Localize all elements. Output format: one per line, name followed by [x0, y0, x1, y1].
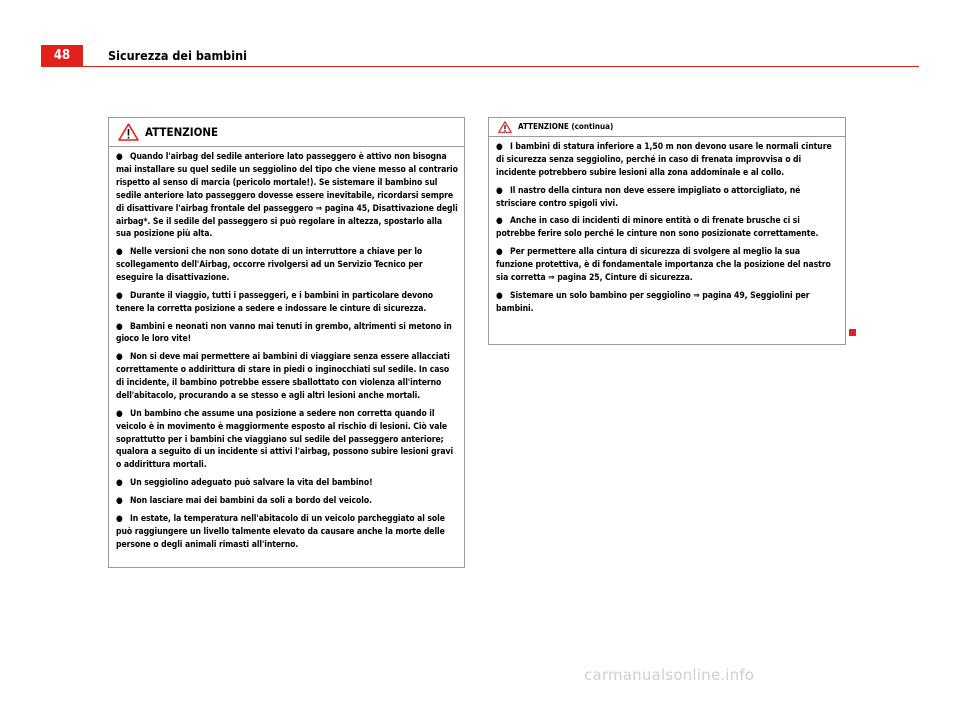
bullet: ● — [116, 495, 123, 506]
warning-box-left-header — [109, 118, 464, 147]
warning-paragraph: ● Per permettere alla cintura di sicurezza di svolgere al meglio la sua funzione protettiva, è di fondamentale importanza che la posizione del nastro sia corretta ⇒ pagina 25, Cinture di sicurezza. — [496, 247, 831, 283]
bullet: ● — [116, 321, 123, 332]
header-rule — [83, 66, 919, 67]
page-header — [41, 45, 919, 67]
warning-paragraph: ● Bambini e neonati non vanno mai tenuti in grembo, altrimenti si metono in gioco le loro vite! — [116, 321, 452, 345]
bullet: ● — [496, 247, 503, 258]
warning-paragraph: ● Un seggiolino adeguato può salvare la vita del bambino! — [116, 478, 373, 489]
warning-triangle-icon — [118, 123, 139, 141]
warning-box-right-heading: ATTENZIONE (continua) — [518, 122, 614, 131]
warning-box-right — [488, 117, 846, 345]
warning-box-left-body — [109, 147, 464, 552]
warning-paragraph: ● Quando l'airbag del sedile anteriore lato passeggero è attivo non bisogna mai installare su quel sedile un seggiolino del tipo che viene messo al contrario rispetto al senso di marcia (pericolo mortale!). Se sistemare il bambino sul sedile anteriore lato passeggero dovesse essere inevitabile, ricordarsi sempre di disattivare l'airbag frontale del passeggero ⇒ pagina 45, Disattivazione degli airbag*. Se il sedile del passeggero si può regolare in altezza, spostarlo alla sua posizione più alta. — [116, 152, 458, 240]
warning-paragraph: ● Non lasciare mai dei bambini da soli a bordo del veicolo. — [116, 495, 372, 506]
warning-paragraph: ● Un bambino che assume una posizione a sedere non corretta quando il veicolo è in movimento è maggiormente esposto al rischio di lesioni. Ciò vale soprattutto per i bambini che viaggiano sul sedile del passeggero anteriore; qualora a seguito di un incidente si attivi l'airbag, possono subire lesioni gravi o addirittura mortali. — [116, 408, 454, 471]
warning-paragraph: ● Sistemare un solo bambino per seggiolino ⇒ pagina 49, Seggiolini per bambini. — [496, 290, 810, 314]
warning-paragraph: ● In estate, la temperatura nell'abitacolo di un veicolo parcheggiato al sole può raggiungere un livello talmente elevato da causare anche la morte delle persone o degli animali rimasti all'interno. — [116, 513, 445, 550]
page-title: Sicurezza dei bambini — [108, 48, 247, 63]
warning-paragraph: ● Non si deve mai permettere ai bambini di viaggiare senza essere allacciati correttamente o addirittura di stare in piedi o inginocchiati sul sedile. In caso di incidente, il bambino potrebbe essere sballottato con violenza all'interno dell'abitacolo, procurando a se stesso e agli altri lesioni anche mortali. — [116, 352, 450, 401]
warning-box-right-body — [489, 137, 845, 315]
bullet: ● — [116, 352, 123, 363]
warning-paragraph: ● Anche in caso di incidenti di minore entità o di frenate brusche ci si potrebbe ferire solo perché le cinture non sono posizionate correttamente. — [496, 216, 819, 240]
warning-box-left — [108, 117, 465, 568]
section-end-marker — [849, 329, 856, 336]
warning-paragraph: ● I bambini di statura inferiore a 1,50 m non devono usare le normali cinture di sicurezza senza seggiolino, perché in caso di frenata improvvisa o di incidente potrebbero subire lesioni alla zona addominale e al collo. — [496, 142, 832, 178]
bullet: ● — [116, 247, 123, 258]
warning-paragraph: ● Nelle versioni che non sono dotate di un interruttore a chiave per lo scollegamento dell'Airbag, occorre rivolgersi ad un Servizio Tecnico per eseguire la disattivazione. — [116, 247, 423, 284]
warning-box-left-heading: ATTENZIONE — [145, 125, 219, 139]
bullet: ● — [116, 478, 123, 489]
warning-triangle-icon — [498, 121, 512, 133]
page-number: 48 — [41, 45, 83, 67]
bullet: ● — [116, 408, 123, 419]
bullet: ● — [496, 216, 503, 227]
warning-box-right-header — [489, 118, 845, 137]
warning-paragraph: ● Il nastro della cintura non deve essere impigliato o attorcigliato, né strisciare contro spigoli vivi. — [496, 185, 801, 209]
bullet: ● — [116, 290, 123, 301]
bullet: ● — [496, 142, 503, 152]
watermark: carmanualsonline.info — [584, 666, 755, 684]
bullet: ● — [496, 185, 503, 196]
warning-paragraph: ● Durante il viaggio, tutti i passeggeri, e i bambini in particolare devono tenere la corretta posizione a sedere e indossare le cinture di sicurezza. — [116, 290, 433, 314]
bullet: ● — [496, 290, 503, 301]
bullet: ● — [116, 513, 123, 524]
bullet: ● — [116, 152, 123, 162]
